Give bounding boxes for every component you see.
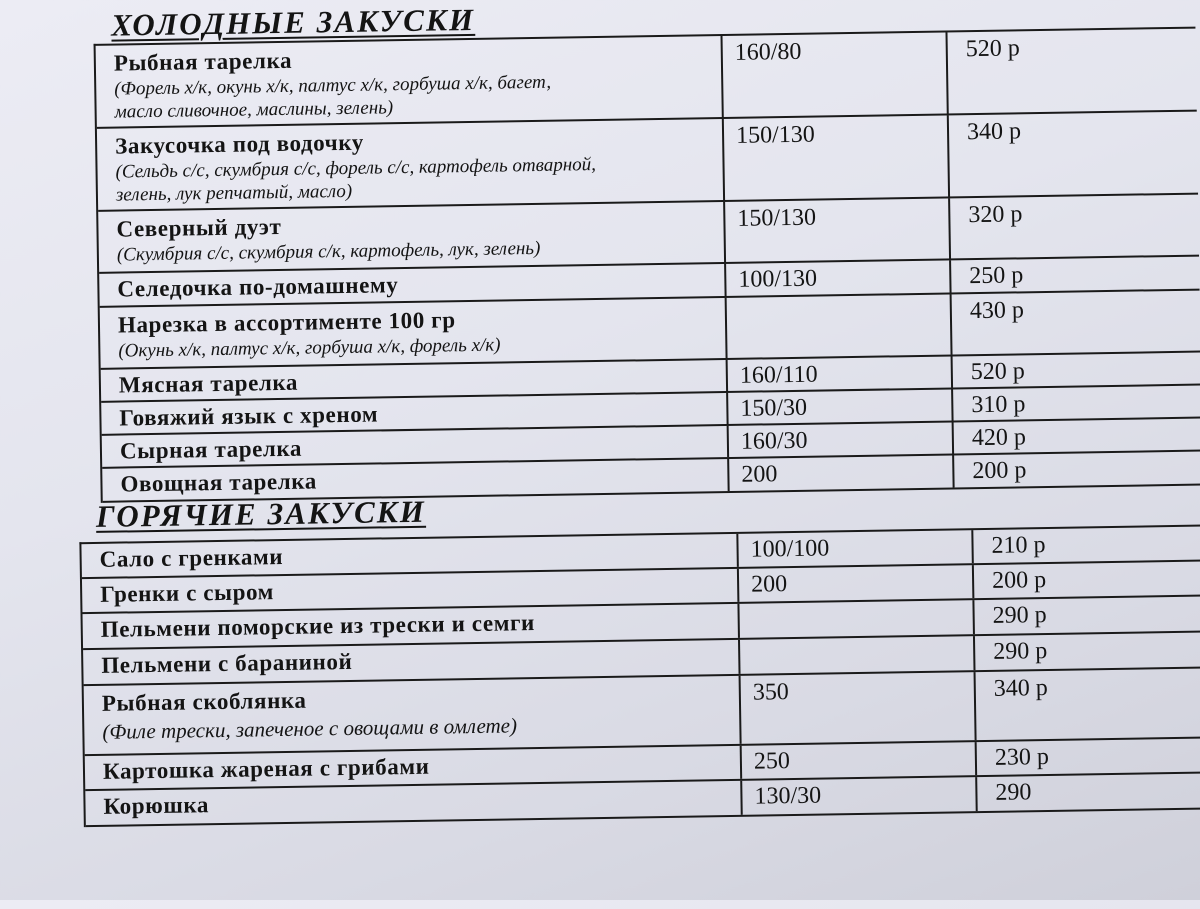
dish-name: Нарезка в ассортименте 100 гр (117, 307, 456, 338)
dish-name: Рыбная тарелка (113, 47, 293, 76)
dish-price: 320 р (948, 195, 1199, 259)
cold-appetizers-table (94, 27, 1200, 503)
dish-name: Говяжий язык с хреном (119, 401, 379, 431)
dish-price: 230 р (975, 739, 1200, 776)
dish-name: Рыбная скоблянка (101, 687, 307, 716)
dish-name: Северный дуэт (116, 213, 282, 242)
dish-price: 520 р (945, 29, 1196, 114)
dish-price: 200 р (952, 452, 1200, 488)
dish-name: Пельмени с бараниной (101, 648, 353, 678)
dish-weight: 100/100 (736, 530, 961, 567)
hot-appetizers-table (79, 525, 1200, 828)
dish-cell (96, 36, 722, 127)
dish-price: 290 р (973, 633, 1200, 671)
dish-description-line2: зелень, лук репчатый, масло) (115, 180, 353, 206)
dish-weight: 150/130 (722, 116, 948, 201)
dish-price: 310 р (951, 386, 1200, 421)
dish-name: Гренки с сыром (100, 579, 275, 607)
dish-price: 250 р (949, 257, 1199, 293)
dish-description: (Скумбрия с/с, скумбрия с/к, картофель, лук, зелень) (116, 237, 541, 266)
dish-description-line2: масло сливочное, маслины, зелень) (114, 97, 394, 123)
dish-price: 210 р (971, 527, 1200, 564)
dish-weight: 100/130 (724, 260, 949, 296)
dish-price: 430 р (950, 291, 1200, 355)
dish-weight (738, 636, 964, 674)
dish-weight: 200 (727, 455, 952, 491)
dish-name: Корюшка (103, 792, 210, 819)
dish-name: Овощная тарелка (120, 468, 318, 497)
dish-weight: 160/30 (727, 422, 952, 457)
dish-description: (Филе трески, запеченое с овощами в омлете) (102, 713, 518, 744)
dish-weight: 160/80 (721, 33, 947, 118)
dish-name: Мясная тарелка (118, 369, 299, 398)
section-title-hot-appetizers: ГОРЯЧИЕ ЗАКУСКИ (95, 493, 427, 534)
dish-cell (97, 119, 723, 210)
dish-price: 290 р (972, 597, 1200, 635)
dish-price: 340 р (974, 669, 1200, 741)
dish-name: Сало с гренками (99, 543, 284, 572)
dish-price: 200 р (972, 562, 1200, 599)
dish-weight: 350 (739, 672, 965, 744)
dish-description: (Форель х/к, окунь х/к, палтус х/к, горбуша х/к, багет, (114, 71, 552, 100)
dish-weight: 130/30 (740, 777, 966, 815)
dish-weight: 160/110 (726, 356, 951, 391)
dish-description: (Сельдь с/с, скумбрия с/с, форель с/с, картофель отварной, (115, 154, 597, 183)
dish-weight: 200 (737, 565, 962, 602)
dish-weight: 250 (740, 742, 965, 779)
dish-name: Закусочка под водочку (114, 129, 365, 159)
dish-description: (Окунь х/к, палтус х/к, горбуша х/к, форель х/к) (118, 334, 501, 362)
dish-price: 520 р (951, 353, 1200, 388)
dish-name: Пельмени поморские из трески и семги (100, 610, 536, 642)
section-title-cold-appetizers: ХОЛОДНЫЕ ЗАКУСКИ (110, 1, 476, 43)
dish-name: Картошка жареная с грибами (102, 753, 430, 784)
dish-price: 340 р (947, 112, 1198, 197)
dish-weight: 150/30 (726, 389, 951, 424)
dish-name: Селедочка по-домашнему (117, 272, 399, 302)
dish-cell (100, 298, 726, 368)
dish-cell (98, 202, 724, 272)
dish-cell (84, 676, 710, 754)
dish-weight: 150/130 (723, 199, 949, 263)
dish-price: 420 р (952, 419, 1200, 454)
dish-price: 290 (975, 774, 1200, 812)
dish-weight (725, 294, 951, 358)
dish-name: Сырная тарелка (119, 435, 303, 464)
dish-weight (737, 600, 963, 638)
